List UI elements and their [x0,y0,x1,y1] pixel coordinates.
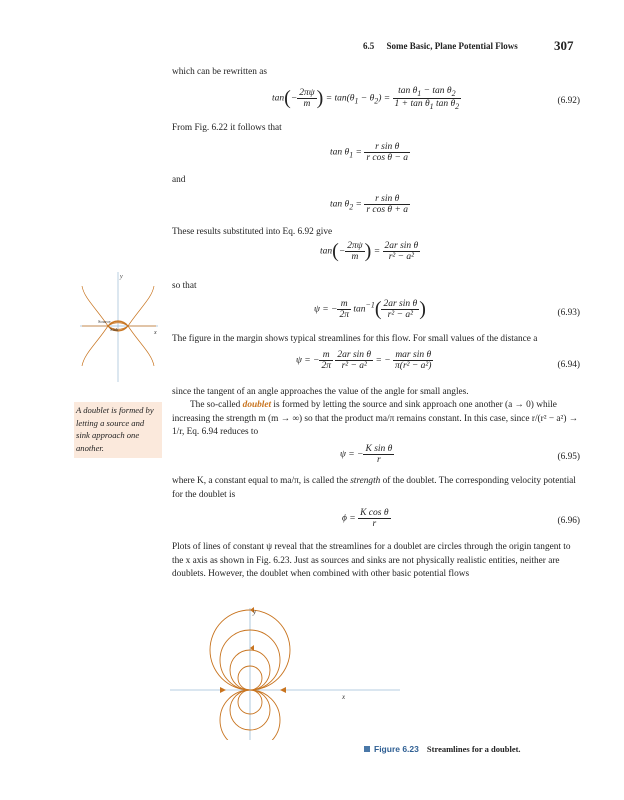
figure-number: Figure 6.23 [374,744,419,754]
equation-number: (6.92) [557,96,580,106]
y-label: y [253,608,257,616]
paragraph: These results substituted into Eq. 6.92 give [172,227,333,237]
caption-marker [364,746,370,752]
equation-6-92: tan(− $\frac{2\pi\psi}{m}$ ) = $\tan(\theta_1 - \theta_2)$ = $\frac{\tan \theta_1 - \tan \theta_2}{1 + \tan \theta_1 \tan \theta_2}$ [272,86,460,111]
equation-number: (6.93) [557,308,580,318]
paragraph-doublet [172,399,580,440]
equation-6-95: ψ = − $\frac{\text{K sin θ}}{r}$ [340,444,393,465]
paragraph-strength [172,475,580,502]
section-number: 6.5 [363,41,375,51]
term-strength: strength [350,476,381,486]
equation-tan-theta1: $\tan \theta_1$ = $\frac{\text{r sin θ}}{\text{r cos θ − a}}$ [330,142,409,163]
equation-number: (6.94) [557,360,580,370]
caption-text: Streamlines for a doublet. [426,744,521,754]
paragraph: so that [172,281,197,291]
text-run: where K, a constant equal to ma/π, is called the [172,476,351,486]
equation-6-94: ψ = − $\frac{m}{2\pi}$ $\frac{\text{2ar sin θ}}{\text{r² − a²}}$ = − $\frac{\text{mar sin θ}}{\text{π(r² − a²)}}$ [296,350,432,371]
text-run: of the doublet. The corresponding velocity potential for the doublet is [172,476,576,500]
paragraph: Plots of lines of constant ψ reveal that the streamlines for a doublet are circles through the origin tangent to the x axis as shown in Fig. 6.23. Just as sources and sinks are not physically realistic entities, neither are doublets. However, the doublet when combined with other basic potential flows [172,542,571,579]
paragraph: From Fig. 6.22 it follows that [172,123,282,133]
source-label: Source [98,319,111,324]
term-doublet: doublet [242,400,272,410]
equation-6-96: ϕ = $\frac{\text{K cos θ}}{r}$ [342,508,389,529]
paragraph: and [172,175,186,185]
y-label: y [120,274,123,280]
equation-tan-theta2: $\tan \theta_2$ = $\frac{\text{r sin θ}}{\text{r cos θ + a}}$ [330,194,409,215]
equation-tan-combined: tan(− $\frac{2\pi\psi}{m}$ ) = $\frac{\text{2ar sin θ}}{\text{r² − a²}}$ [320,240,419,262]
text-run: is formed by letting the source and sink approach one another (a → 0) while increasing the strength m (m → ∞) so that the product ma/π remains constant. In this case, since r/(r² − a²) → 1/r, Eq. 6.94 reduces to [172,400,579,437]
running-header [363,41,528,51]
page-number: 307 [554,38,574,53]
x-label: x [154,330,157,336]
margin-figure [76,268,160,386]
text-run: The so-called [190,400,243,410]
margin-note: A doublet is formed by letting a source and sink approach one another. [74,402,162,458]
paragraph: since the tangent of an angle approaches the value of the angle for small angles. [172,387,469,397]
equation-number: (6.95) [557,452,580,462]
equation-6-93: ψ = − $\frac{m}{2\pi}$ $\tan^{-1}$( $\frac{\text{2ar sin θ}}{\text{r² − a²}}$ ) [314,298,426,320]
doublet-figure [170,600,400,740]
section-title: Some Basic, Plane Potential Flows [386,41,518,51]
figure-caption [364,744,521,754]
x-label: x [342,693,346,701]
paragraph: The figure in the margin shows typical streamlines for this flow. For small values of the distance a [172,334,538,344]
equation-number: (6.96) [557,516,580,526]
paragraph: which can be rewritten as [172,67,267,77]
sink-label: Sink [110,327,119,332]
